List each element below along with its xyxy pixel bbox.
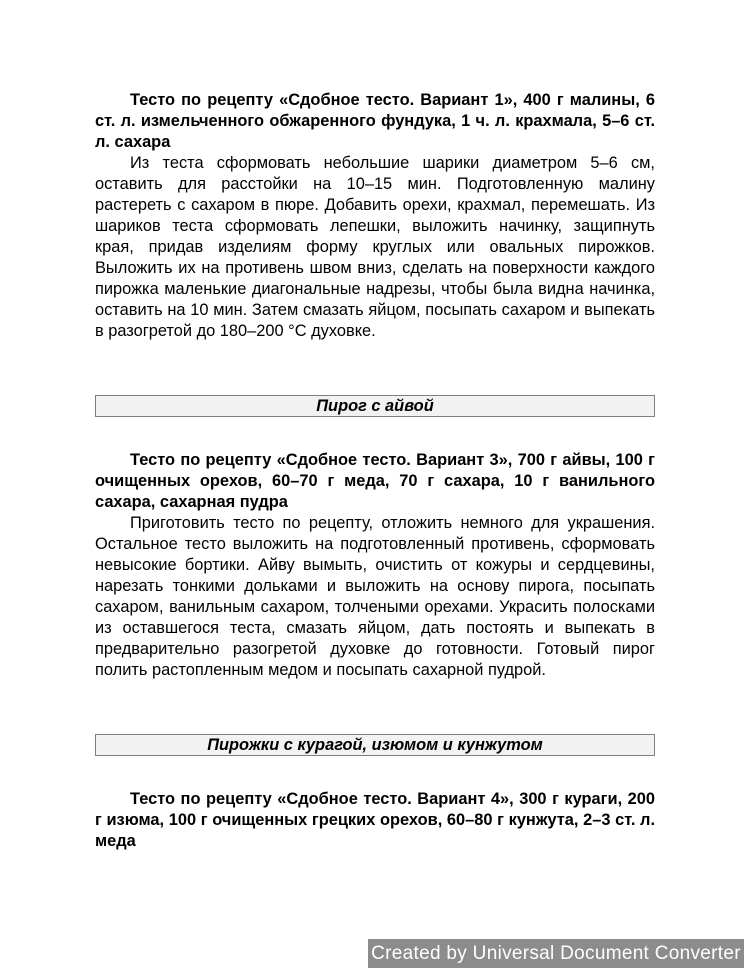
- recipe-method-paragraph: Приготовить тесто по рецепту, отложить немного для украшения. Остальное тесто выложить на подготовленный противень, сформовать невысокие бортики. Айву вымыть, очистить от кожуры и сердцевины, нарезать тонкими дольками и выложить на основу пирога, посыпать сахаром, ванильным сахаром, толчеными орехами. Украсить полосками из оставшегося теста, смазать яйцом, дать постоять и выпекать в предварительно разогретой духовке до готовности. Готовый пирог полить растопленным медом и посыпать сахарной пудрой.: [95, 514, 655, 679]
- recipe-method-paragraph: Из теста сформовать небольшие шарики диаметром 5–6 см, оставить для расстойки на 10–15 мин. Подготовленную малину растереть с сахаром в пюре. Добавить орехи, крахмал, перемешать. Из шариков теста сформовать лепешки, выложить начинку, защипнуть края, придав изделиям форму круглых или овальных пирожков. Выложить их на противень швом вниз, сделать на поверхности каждого пирожка маленькие диагональные надрезы, чтобы была видна начинка, оставить на 10 мин. Затем смазать яйцом, посыпать сахаром и выпекать в разогретой до 180–200 °С духовке.: [95, 154, 655, 340]
- recipe-title-heading: Пирожки с курагой, изюмом и кунжутом: [95, 734, 655, 756]
- recipe-title-heading: Пирог с айвой: [95, 395, 655, 417]
- converter-watermark: Created by Universal Document Converter: [368, 939, 744, 968]
- recipe-ingredients-paragraph: Тесто по рецепту «Сдобное тесто. Вариант 3», 700 г айвы, 100 г очищенных орехов, 60–70 г меда, 70 г сахара, 10 г ванильного сахара, сахарная пудра: [95, 451, 655, 511]
- recipe-ingredients-paragraph: Тесто по рецепту «Сдобное тесто. Вариант 4», 300 г кураги, 200 г изюма, 100 г очищенных грецких орехов, 60–80 г кунжута, 2–3 ст. л. меда: [95, 790, 655, 850]
- recipe-ingredients-paragraph: Тесто по рецепту «Сдобное тесто. Вариант 1», 400 г малины, 6 ст. л. измельченного обжаренного фундука, 1 ч. л. крахмала, 5–6 ст. л. сахара: [95, 91, 655, 151]
